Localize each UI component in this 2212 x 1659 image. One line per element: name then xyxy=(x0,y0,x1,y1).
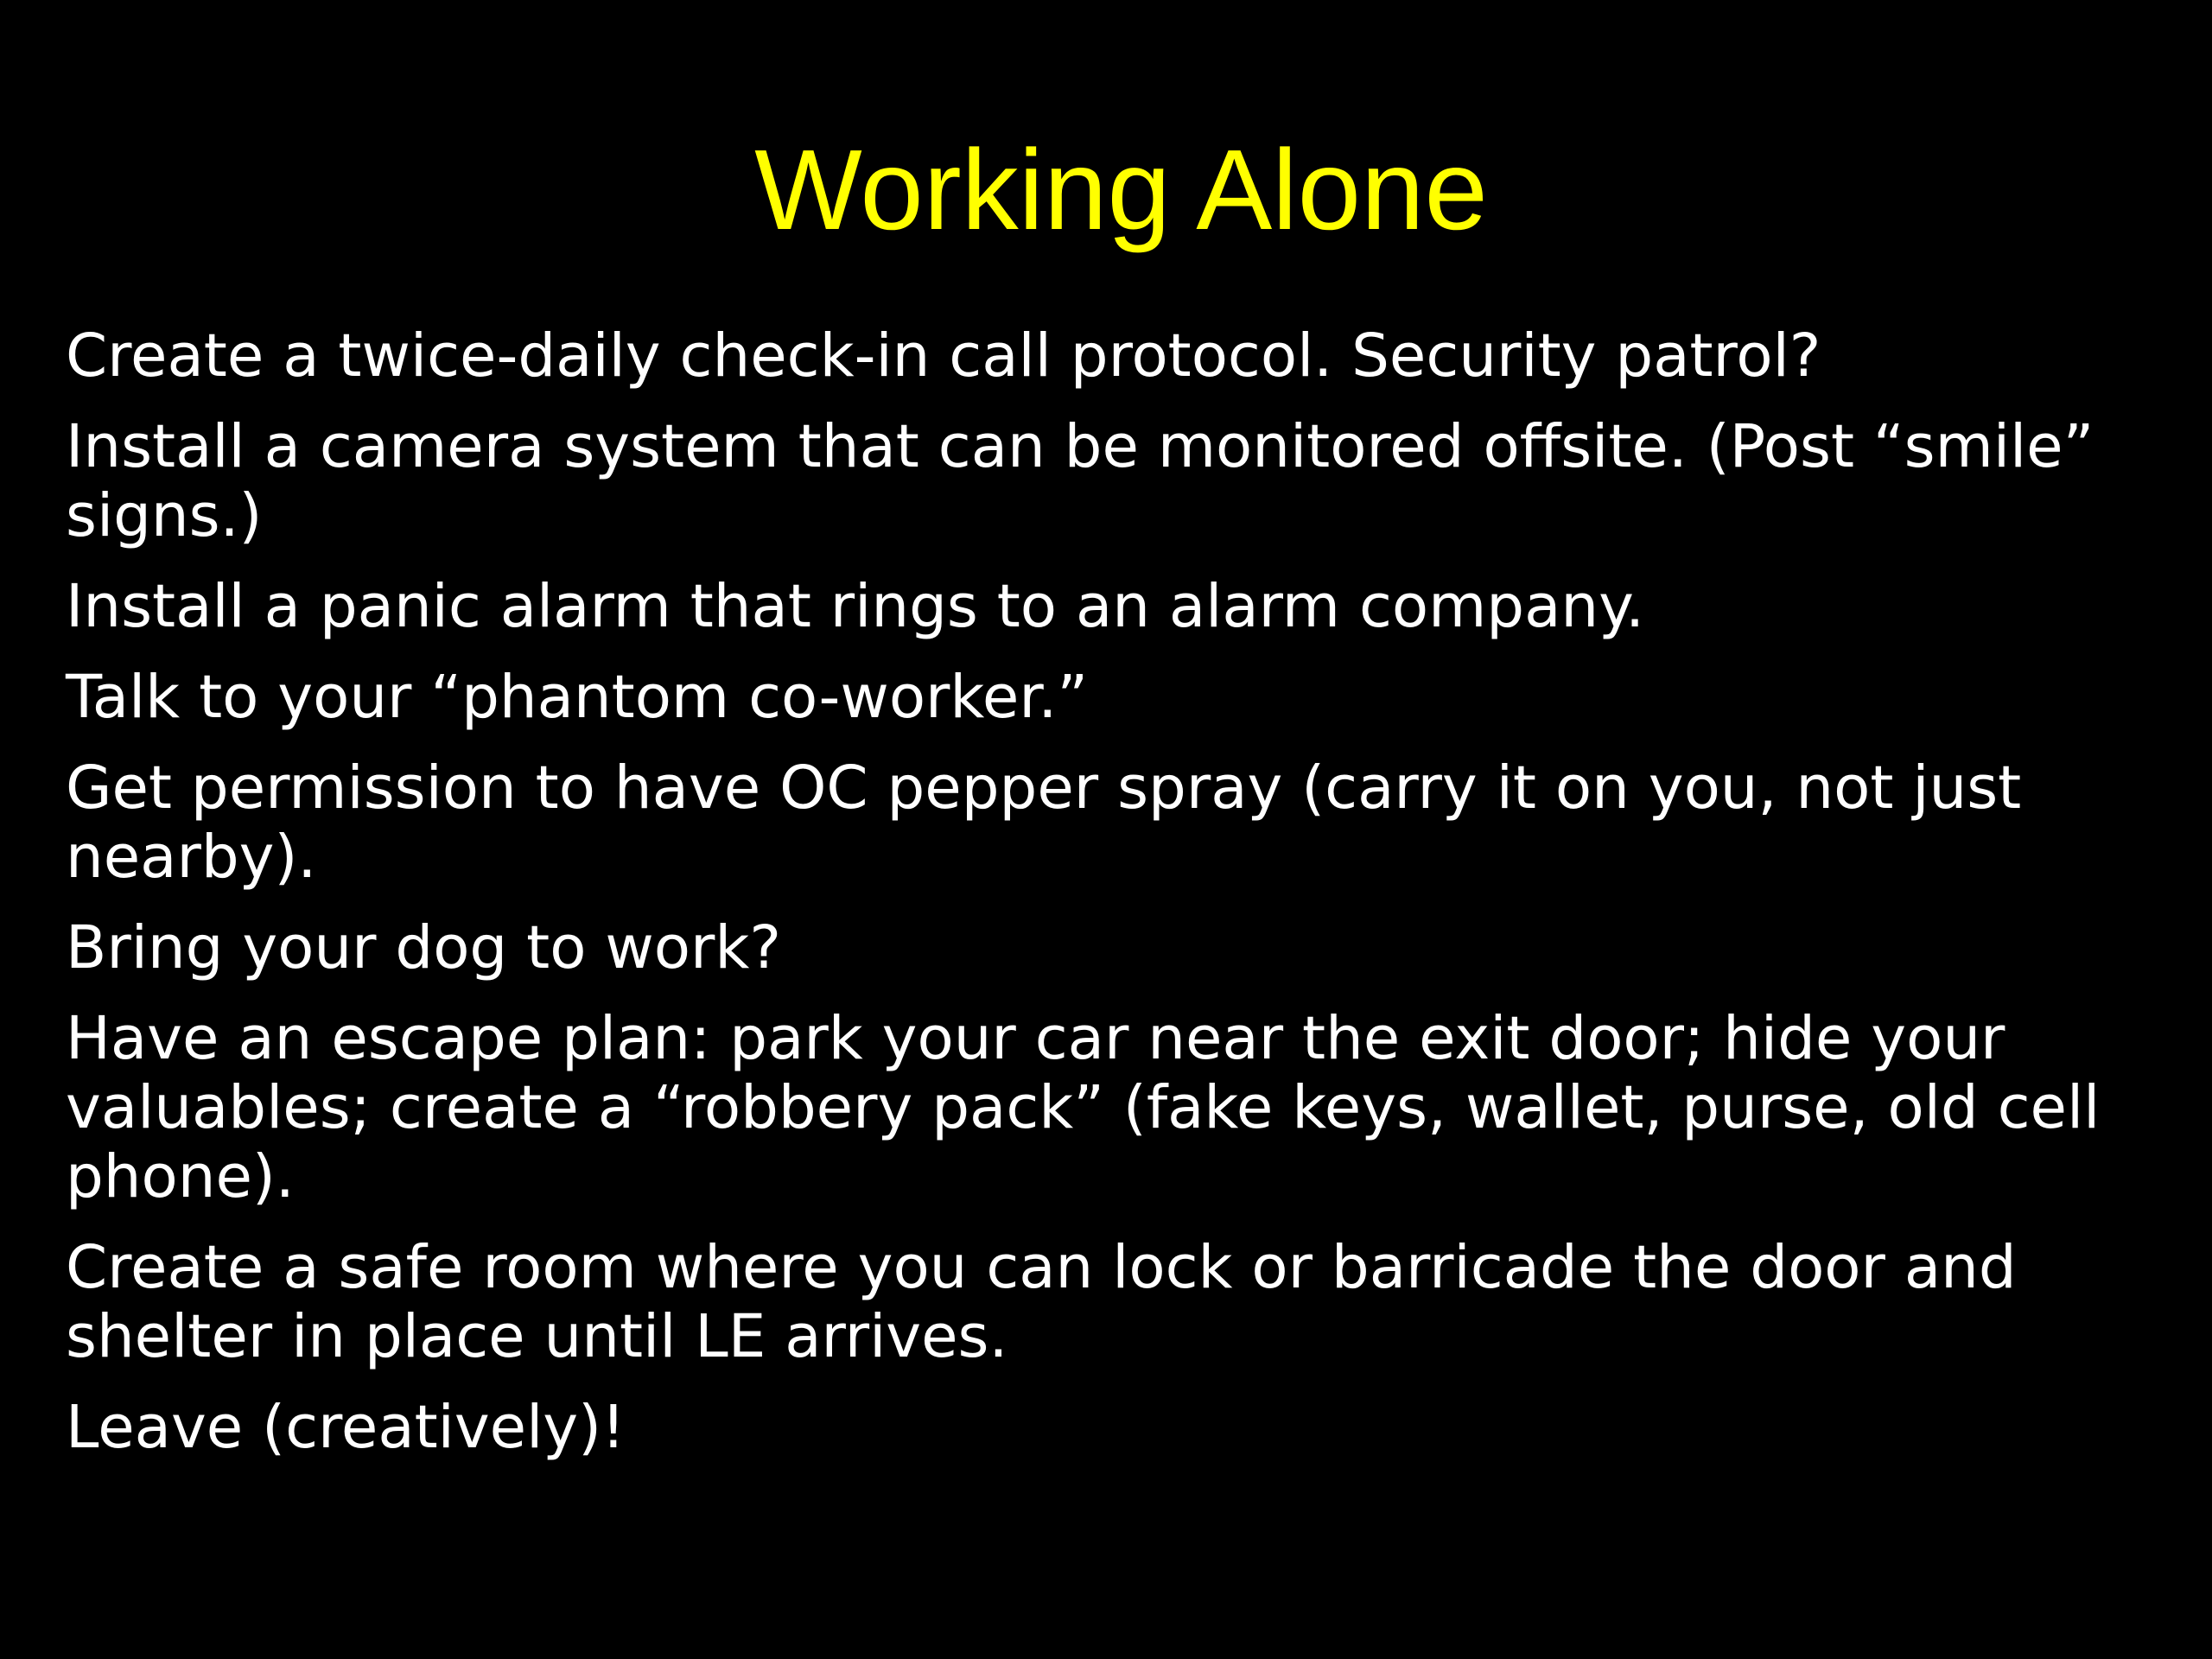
slide-title: Working Alone xyxy=(754,126,1488,253)
bullet-item: Bring your dog to work? xyxy=(66,913,781,982)
bullet-item: Create a twice-daily check-in call protocol. Security patrol? xyxy=(66,321,1821,391)
bullet-item: Install a panic alarm that rings to an alarm company. xyxy=(66,572,1645,641)
bullet-list xyxy=(66,321,2139,1484)
bullet-item: Talk to your “phantom co-worker.” xyxy=(66,663,1089,732)
bullet-item: Create a safe room where you can lock or barricade the door and shelter in place until LE arrives. xyxy=(66,1233,2017,1371)
bullet-item: Have an escape plan: park your car near the exit door; hide your valuables; create a “robbery pack” (fake keys, wallet, purse, old cell phone). xyxy=(66,1004,2101,1211)
bullet-item: Leave (creatively)! xyxy=(66,1393,626,1462)
bullet-item: Get permission to have OC pepper spray (carry it on you, not just nearby). xyxy=(66,753,2022,892)
bullet-item: Install a camera system that can be monitored offsite. (Post “smile” signs.) xyxy=(66,412,2094,550)
